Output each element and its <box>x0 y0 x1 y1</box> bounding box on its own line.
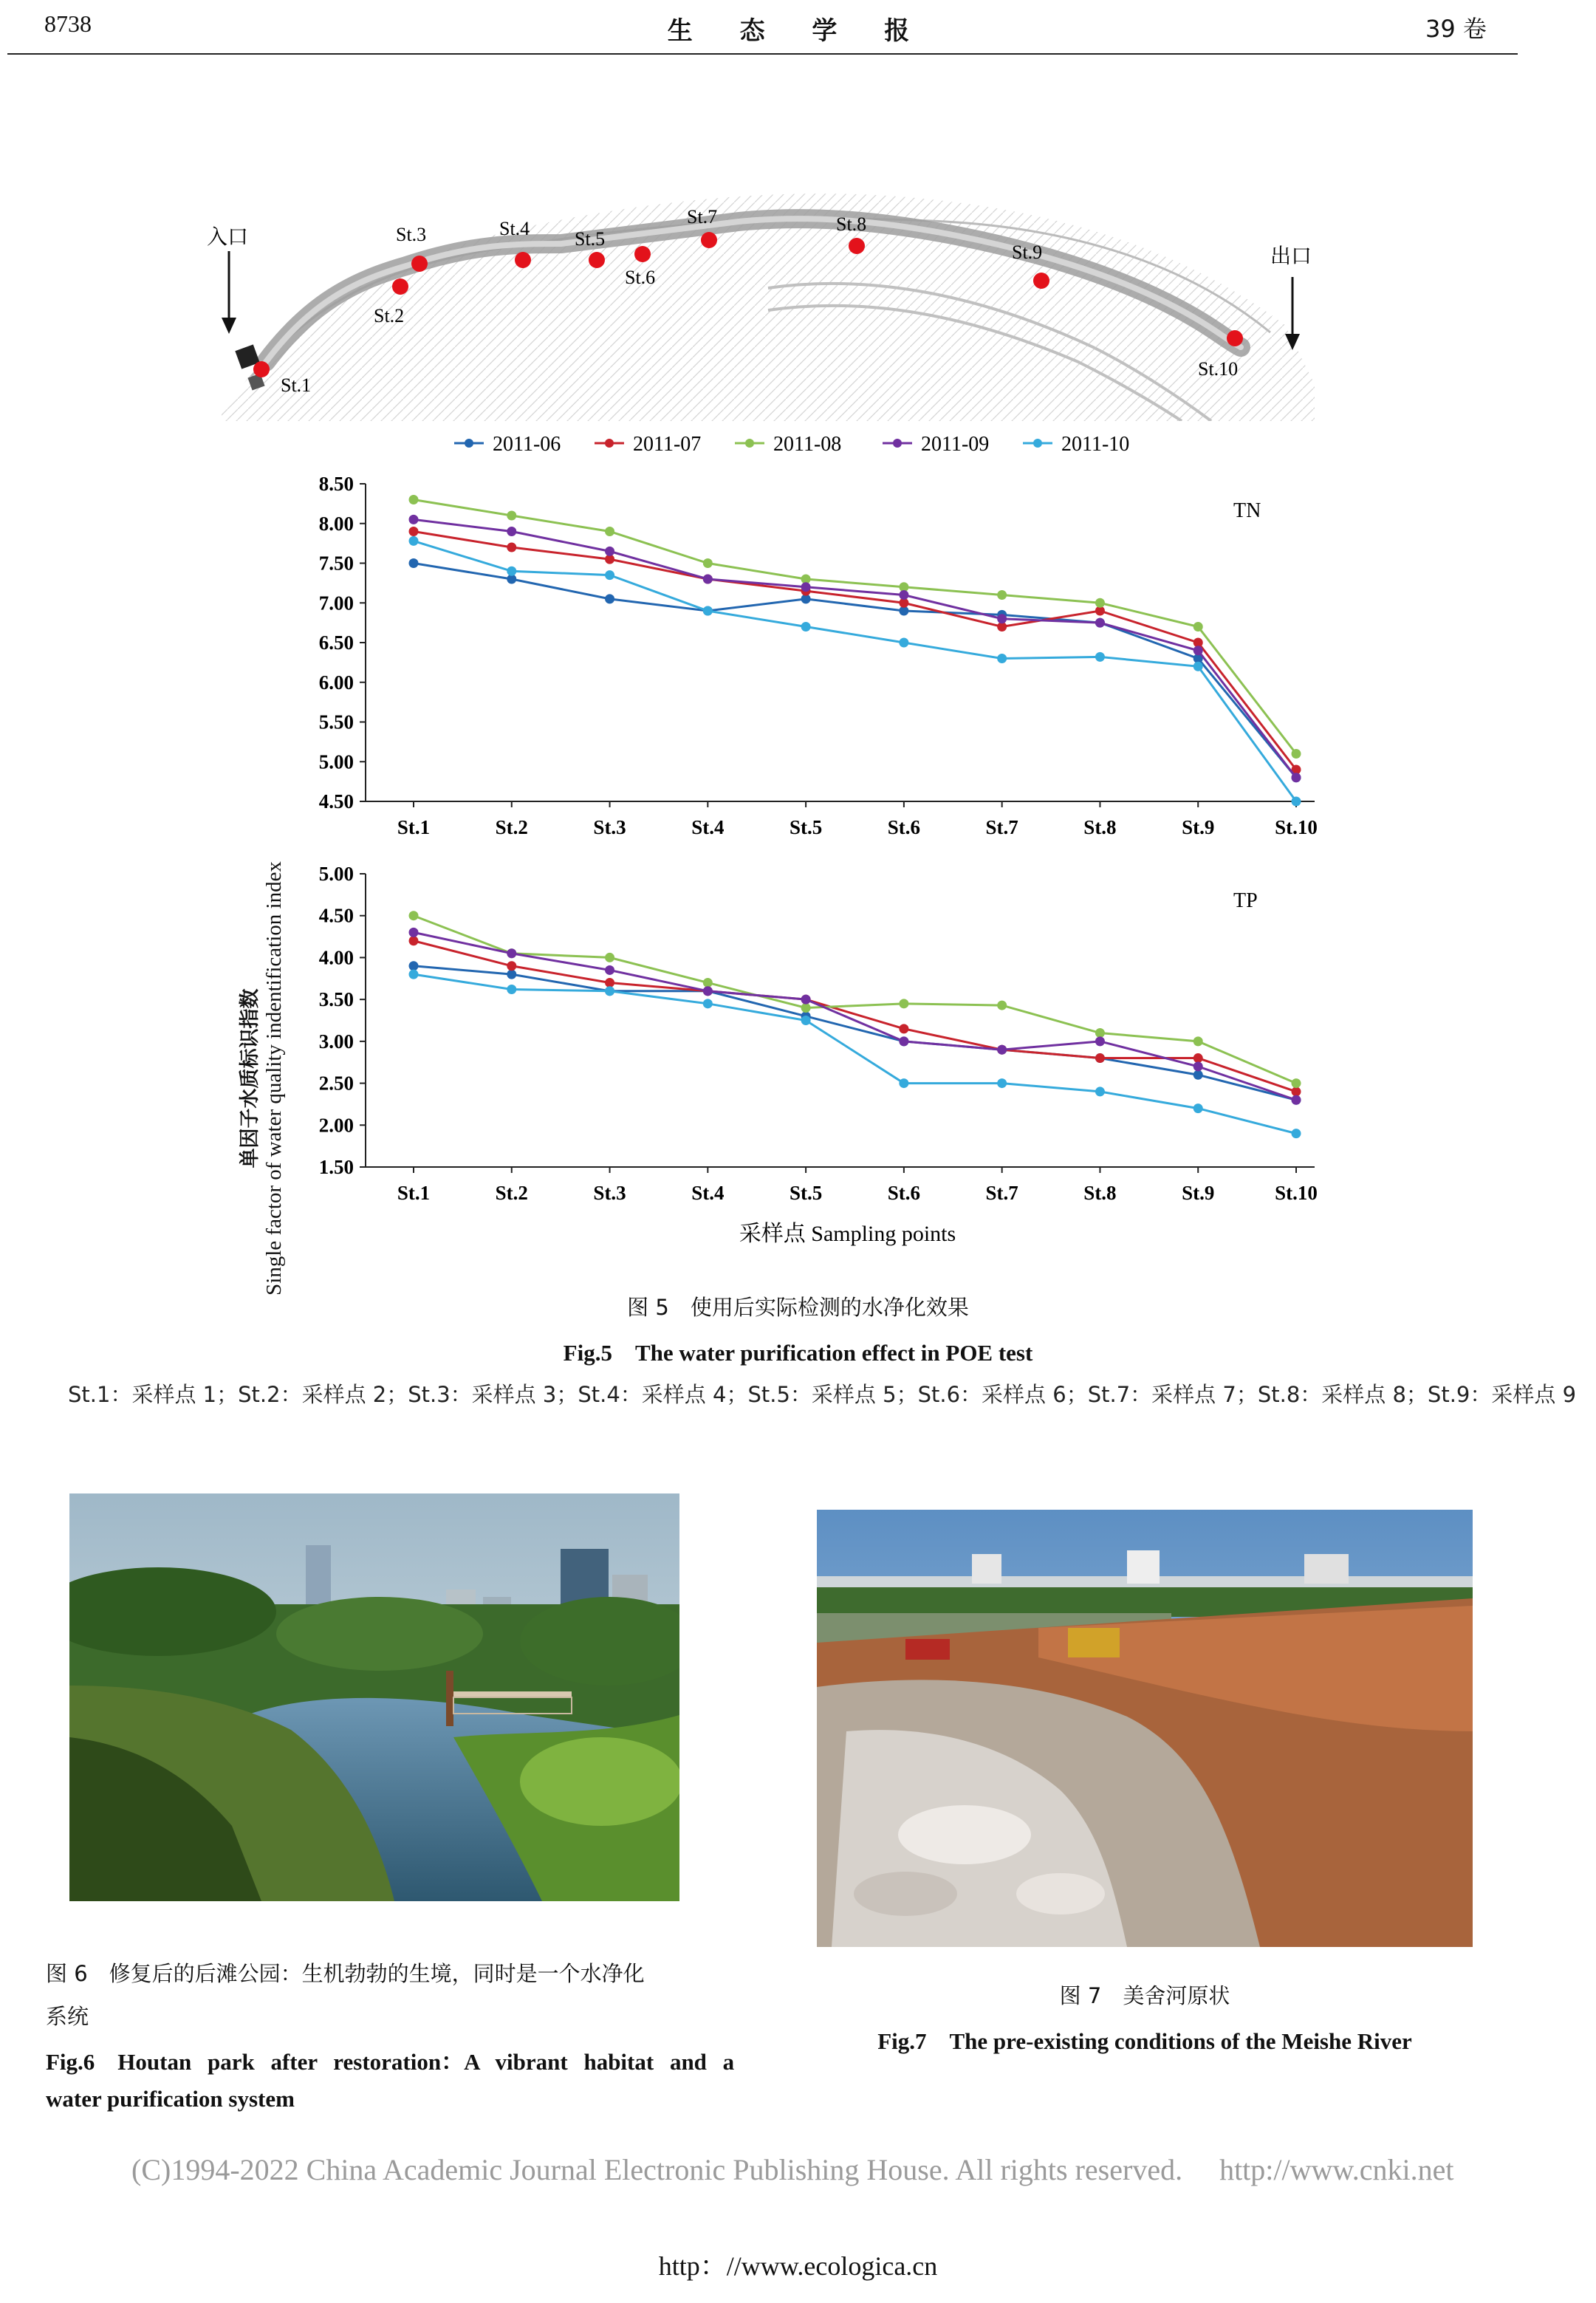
data-point <box>1095 618 1105 628</box>
x-tick-label: St.5 <box>789 816 823 838</box>
data-point <box>899 999 908 1008</box>
x-tick-label: St.6 <box>887 816 921 838</box>
series-line <box>414 564 1296 778</box>
legend-label: 2011-08 <box>773 433 842 456</box>
data-point <box>1193 1036 1203 1046</box>
station-marker <box>253 361 270 377</box>
fig6-caption-en-1: Fig.6 Houtan park after restoration：A vibrant habitat and a <box>46 2049 735 2075</box>
station-marker <box>1033 273 1049 289</box>
x-tick-label: St.3 <box>593 816 626 838</box>
y-tick-label: 4.50 <box>318 790 354 812</box>
station-label: St.4 <box>499 218 530 239</box>
journal-url[interactable]: http：//www.ecologica.cn <box>658 2251 938 2281</box>
data-point <box>997 1078 1007 1088</box>
data-point <box>507 543 516 552</box>
fig7-caption-cn: 图 7 美舍河原状 <box>1059 1983 1230 2008</box>
houtan-park-photo <box>69 1493 679 1901</box>
y-axis-label: 单因子水质标识指数 Single factor of water quality indentification index <box>239 861 286 1296</box>
chart-legend <box>454 433 1129 456</box>
station-label: St.6 <box>625 267 656 288</box>
x-tick-label: St.9 <box>1182 1182 1215 1204</box>
tn-panel <box>319 473 1318 838</box>
data-point <box>507 970 516 979</box>
station-label: St.7 <box>687 206 718 227</box>
data-point <box>1292 797 1301 807</box>
fig5-caption-cn: 图 5 使用后实际检测的水净化效果 <box>627 1295 969 1320</box>
y-tick-label: 5.50 <box>318 711 354 733</box>
legend-marker <box>745 439 754 448</box>
series-line <box>414 532 1296 770</box>
x-tick-label: St.4 <box>691 816 725 838</box>
data-point <box>1095 1053 1105 1063</box>
data-point <box>703 986 713 996</box>
data-point <box>605 953 614 962</box>
station-marker <box>392 278 408 295</box>
x-tick-label: St.5 <box>789 1182 823 1204</box>
data-point <box>1193 646 1203 655</box>
station-marker <box>701 232 717 248</box>
data-point <box>1193 622 1203 632</box>
data-point <box>997 1001 1007 1010</box>
data-point <box>605 978 614 988</box>
data-point <box>1193 1053 1203 1063</box>
data-point <box>1193 1103 1203 1113</box>
data-point <box>997 614 1007 623</box>
y-tick-label: 5.00 <box>318 750 354 773</box>
data-point <box>605 986 614 996</box>
station-label: St.5 <box>575 228 606 250</box>
data-point <box>1193 662 1203 671</box>
data-point <box>801 995 811 1005</box>
fig6-caption-cn-2: 系统 <box>46 2004 89 2029</box>
data-point <box>507 961 516 971</box>
x-tick-label: St.8 <box>1083 1182 1117 1204</box>
y-tick-label: 4.00 <box>318 946 354 969</box>
journal-title: 生 态 学 报 <box>667 16 929 46</box>
data-point <box>997 590 1007 600</box>
data-point <box>507 948 516 958</box>
data-point <box>605 547 614 556</box>
data-point <box>605 594 614 603</box>
y-tick-label: 8.00 <box>318 512 354 535</box>
station-marker <box>515 252 531 268</box>
tp-panel <box>319 863 1318 1246</box>
legend-label: 2011-10 <box>1061 433 1130 456</box>
x-tick-label: St.4 <box>691 1182 725 1204</box>
fig7-caption-en: Fig.7 The pre-existing conditions of the Meishe River <box>877 2028 1412 2054</box>
x-tick-label: St.2 <box>495 816 528 838</box>
data-point <box>409 558 419 568</box>
station-label: St.10 <box>1198 358 1239 380</box>
meishe-river-photo <box>817 1510 1473 1947</box>
station-label: St.8 <box>836 213 867 235</box>
fig6-caption-en-2: water purification system <box>46 2086 295 2112</box>
fig5-caption-en: Fig.5 The water purification effect in POE test <box>563 1340 1033 1366</box>
data-point <box>409 495 419 504</box>
station-label: St.2 <box>374 305 405 326</box>
panel-label: TP <box>1233 889 1258 912</box>
data-point <box>703 606 713 616</box>
data-point <box>1095 1036 1105 1046</box>
data-point <box>1292 773 1301 782</box>
x-tick-label: St.2 <box>495 1182 528 1204</box>
x-tick-label: St.7 <box>985 1182 1018 1204</box>
data-point <box>997 654 1007 663</box>
series-line <box>414 974 1296 1134</box>
y-tick-label: 6.00 <box>318 671 354 694</box>
y-tick-label: 4.50 <box>318 904 354 927</box>
data-point <box>1095 652 1105 662</box>
data-point <box>507 511 516 521</box>
y-tick-label: 2.00 <box>318 1114 354 1137</box>
data-point <box>1095 1028 1105 1038</box>
data-point <box>507 527 516 536</box>
volume-label: 39 卷 <box>1425 15 1487 43</box>
x-axis-title: 采样点 Sampling points <box>739 1222 956 1246</box>
copyright-notice: (C)1994-2022 China Academic Journal Electronic Publishing House. All rights reserved. http://www.cnki.net <box>131 2153 1454 2186</box>
data-point <box>703 575 713 584</box>
data-point <box>507 567 516 576</box>
x-tick-label: St.7 <box>985 816 1018 838</box>
data-point <box>899 638 908 648</box>
legend-label: 2011-06 <box>493 433 561 456</box>
data-point <box>409 936 419 945</box>
data-point <box>997 1045 1007 1055</box>
y-tick-label: 3.50 <box>318 988 354 1011</box>
data-point <box>801 582 811 592</box>
data-point <box>703 999 713 1008</box>
entrance-label: 入口 <box>207 225 249 249</box>
series-line <box>414 966 1296 1100</box>
panel-label: TN <box>1233 499 1261 522</box>
data-point <box>1292 1129 1301 1138</box>
station-marker <box>589 252 605 268</box>
y-tick-label: 1.50 <box>318 1156 354 1178</box>
station-label: St.1 <box>281 374 312 396</box>
legend-marker <box>465 439 473 448</box>
y-tick-label: 7.50 <box>318 552 354 575</box>
station-marker <box>411 256 428 272</box>
data-point <box>801 1016 811 1025</box>
data-point <box>801 622 811 632</box>
station-marker <box>849 238 865 254</box>
data-point <box>409 527 419 536</box>
header-rule <box>7 53 1518 55</box>
legend-marker <box>1033 439 1042 448</box>
data-point <box>1095 598 1105 608</box>
fig6-caption-cn-1: 图 6 修复后的后滩公园：生机勃勃的生境，同时是一个水净化 <box>46 1961 645 1986</box>
data-point <box>703 978 713 988</box>
data-point <box>899 1024 908 1033</box>
data-point <box>605 570 614 580</box>
data-point <box>605 965 614 975</box>
data-point <box>507 985 516 994</box>
data-point <box>801 1003 811 1013</box>
data-point <box>409 928 419 937</box>
data-point <box>1292 749 1301 759</box>
series-line <box>414 519 1296 777</box>
x-tick-label: St.10 <box>1275 1182 1318 1204</box>
data-point <box>703 558 713 568</box>
y-tick-label: 6.50 <box>318 632 354 654</box>
legend-marker <box>605 439 614 448</box>
station-label: St.3 <box>396 224 427 245</box>
y-tick-label: 8.50 <box>318 473 354 495</box>
data-point <box>1193 1070 1203 1080</box>
data-point <box>1292 1095 1301 1105</box>
station-marker <box>1227 330 1243 346</box>
series-line <box>414 541 1296 801</box>
site-map <box>207 140 1329 421</box>
data-point <box>409 515 419 524</box>
legend-label: 2011-07 <box>633 433 702 456</box>
data-point <box>409 961 419 971</box>
x-tick-label: St.6 <box>887 1182 921 1204</box>
station-label: St.9 <box>1012 242 1043 263</box>
data-point <box>899 590 908 600</box>
page-number: 8738 <box>44 10 92 37</box>
x-tick-label: St.9 <box>1182 816 1215 838</box>
data-point <box>1292 1087 1301 1096</box>
data-point <box>605 527 614 536</box>
data-point <box>1095 1087 1105 1096</box>
x-tick-label: St.10 <box>1275 816 1318 838</box>
data-point <box>1193 1061 1203 1071</box>
data-point <box>409 536 419 546</box>
y-tick-label: 5.00 <box>318 863 354 885</box>
y-tick-label: 7.00 <box>318 592 354 615</box>
line-charts <box>251 421 1329 1256</box>
y-tick-label: 3.00 <box>318 1030 354 1053</box>
y-tick-label: 2.50 <box>318 1072 354 1095</box>
x-tick-label: St.3 <box>593 1182 626 1204</box>
data-point <box>409 911 419 920</box>
fig5-note: St.1：采样点 1；St.2：采样点 2；St.3：采样点 3；St.4：采样点 4；St.5：采样点 5；St.6：采样点 6；St.7：采样点 7；St.8：采样点 8；St.9：采样点 9 <box>68 1382 1577 1407</box>
series-line <box>414 932 1296 1100</box>
legend-marker <box>893 439 902 448</box>
data-point <box>409 970 419 979</box>
data-point <box>899 1036 908 1046</box>
exit-label: 出口 <box>1270 244 1312 268</box>
data-point <box>1292 1078 1301 1088</box>
station-marker <box>634 246 651 262</box>
legend-label: 2011-09 <box>921 433 990 456</box>
x-tick-label: St.1 <box>397 816 431 838</box>
data-point <box>899 1078 908 1088</box>
x-tick-label: St.1 <box>397 1182 431 1204</box>
x-tick-label: St.8 <box>1083 816 1117 838</box>
